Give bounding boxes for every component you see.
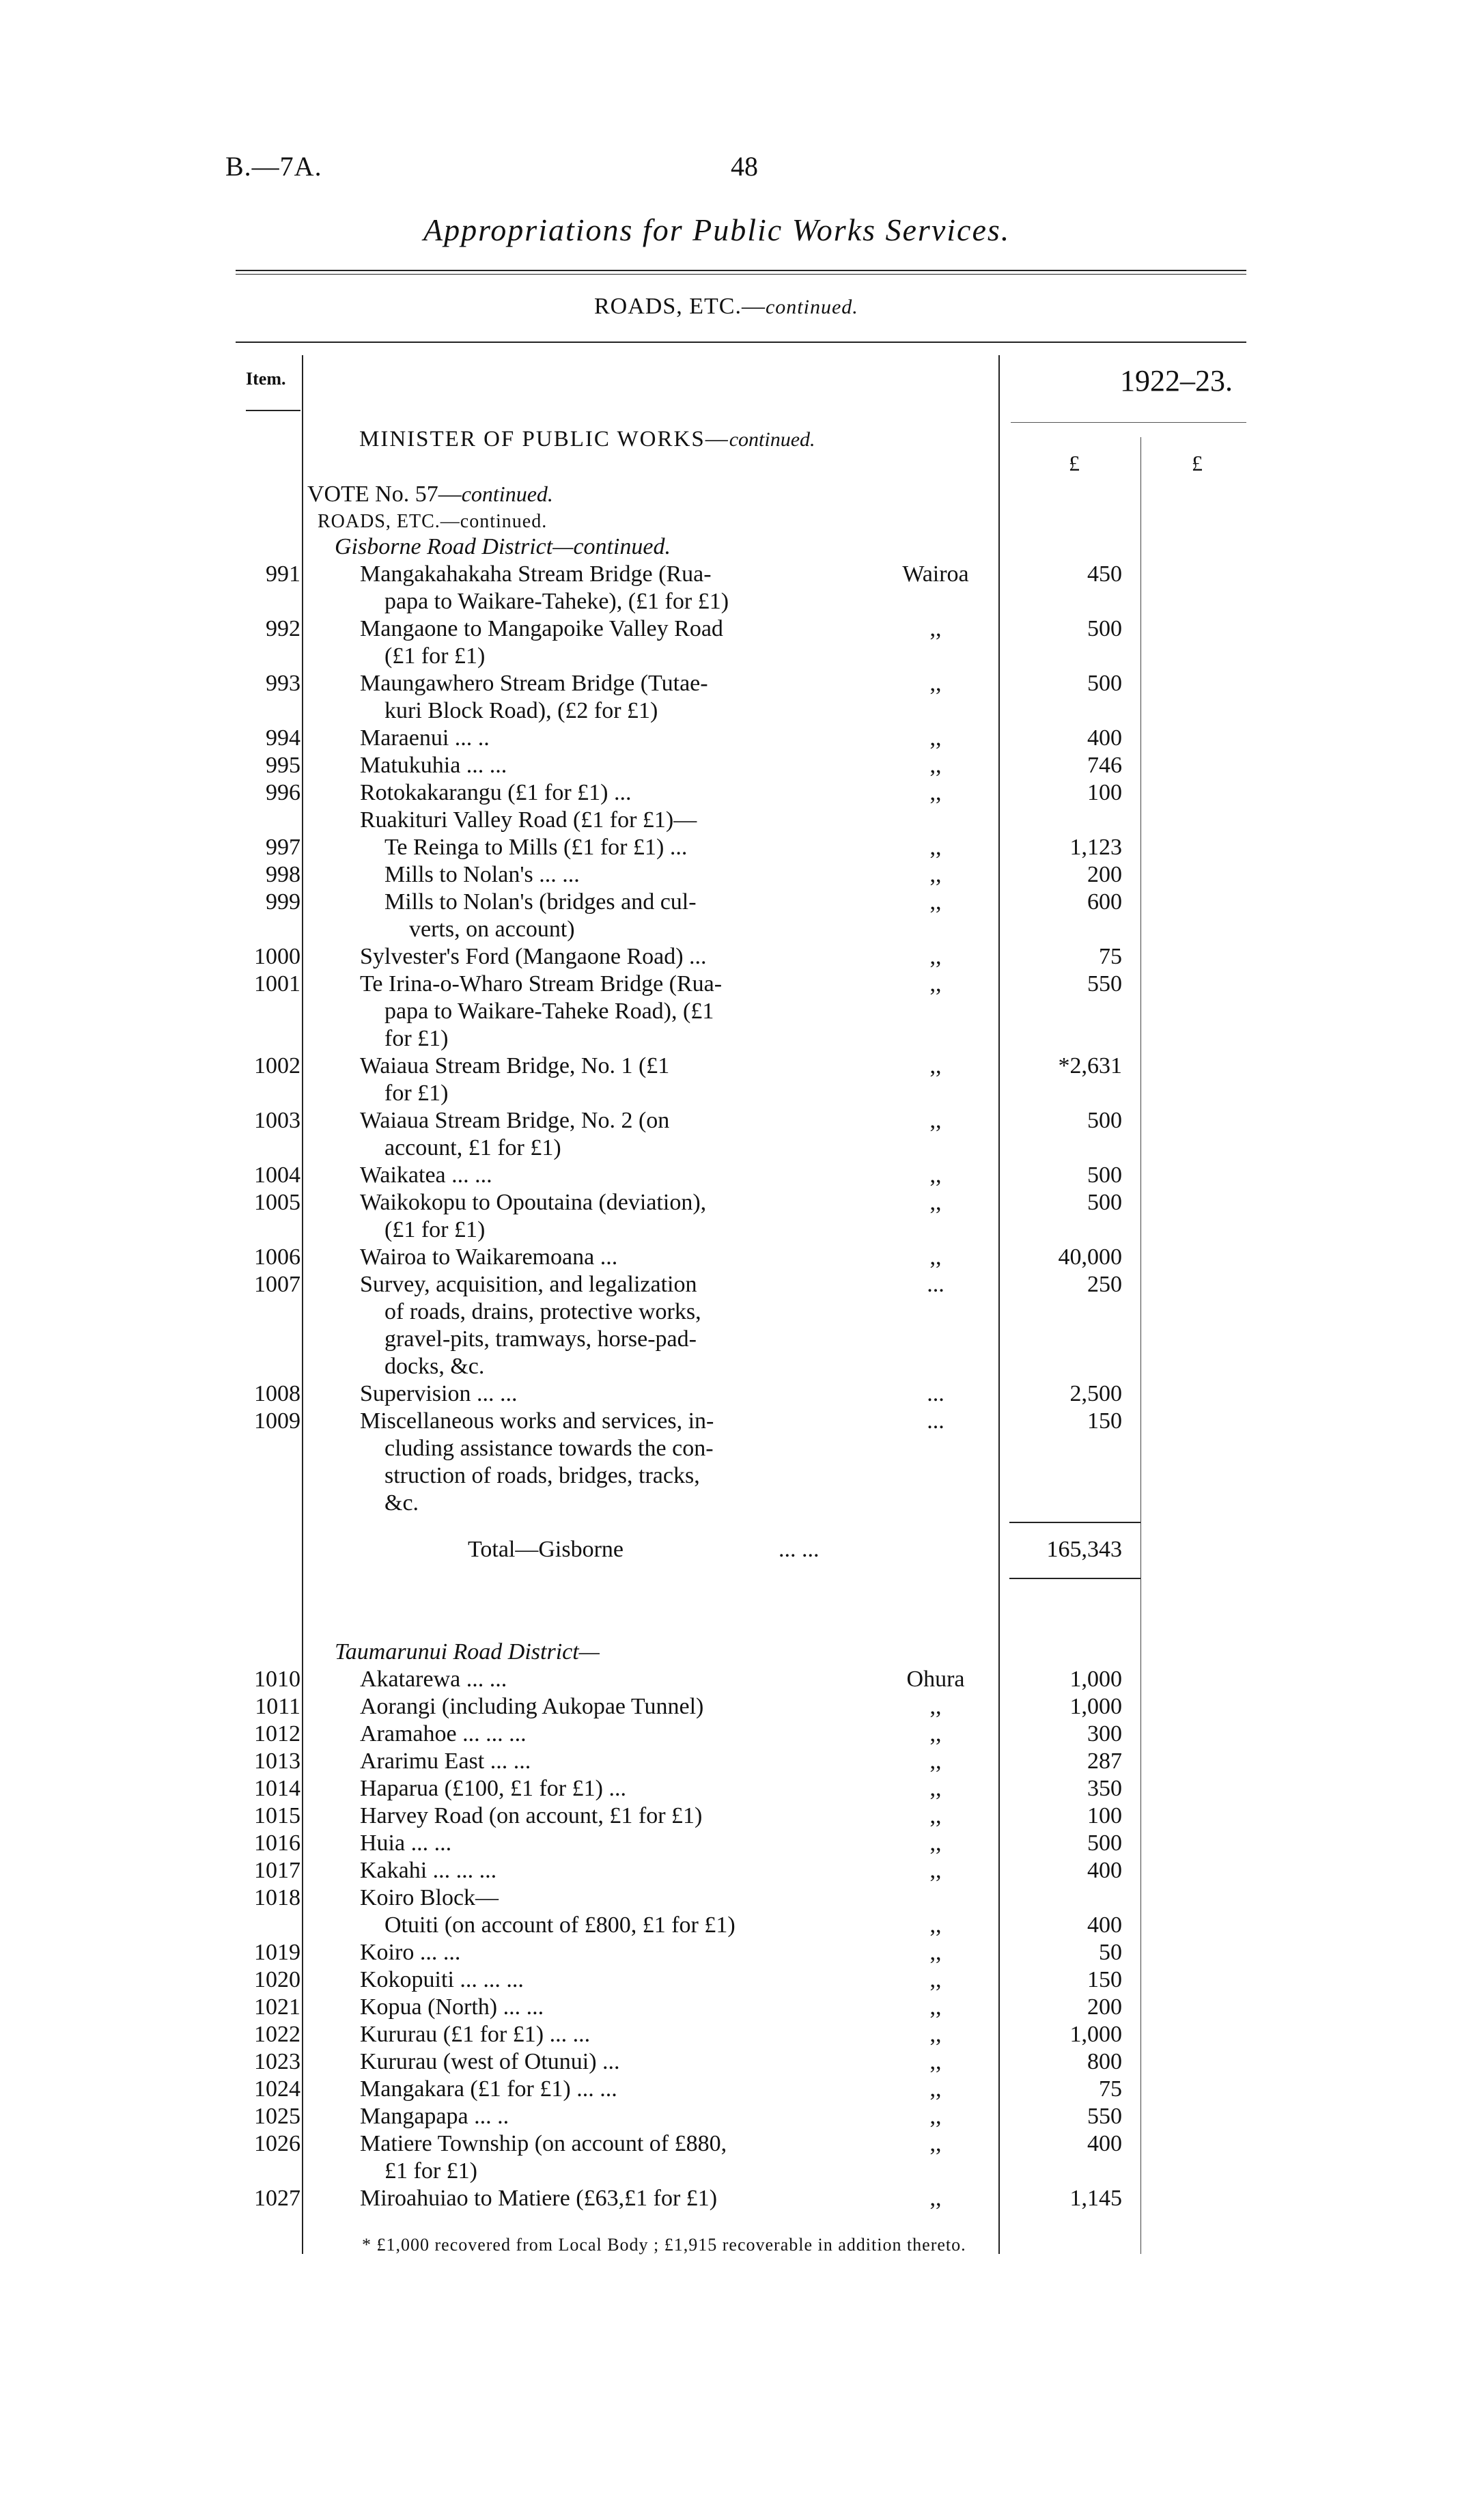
item-amount: 100: [1087, 780, 1122, 805]
item-amount: 50: [1099, 1940, 1122, 1965]
item-location: ,,: [929, 2049, 942, 2074]
item-amount: 400: [1087, 725, 1122, 751]
item-amount: 500: [1087, 1162, 1122, 1188]
item-amount: 500: [1087, 616, 1122, 641]
item-location: ,,: [929, 1694, 942, 1719]
item-amount: 500: [1087, 671, 1122, 696]
item-description-continuation: &c.: [384, 1490, 419, 1516]
item-number: 1012: [254, 1721, 300, 1746]
item-description: Rotokakarangu (£1 for £1) ...: [360, 780, 632, 805]
item-amount: 2,500: [1069, 1381, 1122, 1406]
item-location: ,,: [929, 2076, 942, 2102]
item-number: 993: [266, 671, 300, 696]
item-description: Ararimu East ... ...: [360, 1749, 531, 1774]
item-amount: 1,123: [1069, 835, 1122, 860]
item-location: ,,: [929, 944, 942, 969]
pound-sign-column-1: £: [1069, 451, 1080, 475]
item-number: 1009: [254, 1408, 300, 1434]
item-description: Sylvester's Ford (Mangaone Road) ...: [360, 944, 707, 969]
item-location: ,,: [929, 753, 942, 778]
item-location: ,,: [929, 1940, 942, 1965]
item-number: 996: [266, 780, 300, 805]
item-column-header: Item.: [246, 369, 286, 389]
item-number: 999: [266, 889, 300, 915]
item-location: ,,: [929, 1967, 942, 1992]
item-number: 1023: [254, 2049, 300, 2074]
item-description: Mangakahakaha Stream Bridge (Rua-: [360, 561, 712, 587]
item-description-continuation: cluding assistance towards the con-: [384, 1436, 714, 1461]
total-gisborne-label: Total—Gisborne: [468, 1537, 624, 1562]
item-description: Aorangi (including Aukopae Tunnel): [360, 1694, 704, 1719]
item-number: 994: [266, 725, 300, 751]
item-description-continuation: for £1): [384, 1081, 449, 1106]
item-amount: 150: [1087, 1967, 1122, 1992]
item-location: ,,: [929, 1830, 942, 1856]
item-number: 1026: [254, 2131, 300, 2156]
item-description: Kakahi ... ... ...: [360, 1858, 497, 1883]
item-amount: 400: [1087, 1858, 1122, 1883]
item-number: 991: [266, 561, 300, 587]
item-number: 1025: [254, 2104, 300, 2129]
item-description: Akatarewa ... ...: [360, 1667, 507, 1692]
item-location: ,,: [929, 862, 942, 887]
item-description: Haparua (£100, £1 for £1) ...: [360, 1776, 626, 1801]
page-title: Appropriations for Public Works Services.: [423, 212, 1011, 247]
item-location: ,,: [929, 1858, 942, 1883]
document-reference: B.—7A.: [225, 151, 322, 182]
item-amount: 75: [1099, 2076, 1122, 2102]
item-description: Huia ... ...: [360, 1830, 452, 1856]
item-number: 1013: [254, 1749, 300, 1774]
item-number: 1000: [254, 944, 300, 969]
item-number: 995: [266, 753, 300, 778]
item-description-continuation: £1 for £1): [384, 2158, 477, 2184]
item-number: 1005: [254, 1190, 300, 1215]
item-description-continuation: (£1 for £1): [384, 1217, 486, 1242]
item-description: Koiro Block—: [360, 1885, 499, 1910]
item-number: 1010: [254, 1667, 300, 1692]
item-amount: 250: [1087, 1272, 1122, 1297]
year-head-rule: [1011, 422, 1246, 423]
item-location: ...: [927, 1408, 944, 1434]
item-amount: 350: [1087, 1776, 1122, 1801]
item-description-continuation: papa to Waikare-Taheke Road), (£1: [384, 999, 714, 1024]
item-location: ,,: [929, 1912, 942, 1938]
gisborne-district-heading: Gisborne Road District—continued.: [335, 534, 671, 559]
item-number: 1022: [254, 2022, 300, 2047]
item-description-continuation: (£1 for £1): [384, 643, 486, 669]
item-amount: 800: [1087, 2049, 1122, 2074]
item-description: Koiro ... ...: [360, 1940, 461, 1965]
item-description: Otuiti (on account of £800, £1 for £1): [384, 1912, 736, 1938]
item-description: Matiere Township (on account of £880,: [360, 2131, 727, 2156]
item-amount: 1,145: [1069, 2186, 1122, 2211]
item-amount: 40,000: [1058, 1244, 1122, 1270]
item-description: Te Reinga to Mills (£1 for £1) ...: [384, 835, 688, 860]
item-amount: 200: [1087, 1994, 1122, 2020]
item-number: 1027: [254, 2186, 300, 2211]
item-amount: 450: [1087, 561, 1122, 587]
item-description: Mangaone to Mangapoike Valley Road: [360, 616, 723, 641]
item-amount: 100: [1087, 1803, 1122, 1828]
item-description-continuation: verts, on account): [409, 917, 575, 942]
item-number: 1024: [254, 2076, 300, 2102]
year-column-header: 1922–23.: [1120, 364, 1233, 398]
item-number: 1015: [254, 1803, 300, 1828]
amount-subcolumn-divider: [1140, 437, 1141, 2254]
item-amount: 150: [1087, 1408, 1122, 1434]
total-gisborne-dots: ... ...: [779, 1537, 820, 1562]
subtitle-rule: [236, 342, 1246, 343]
item-location: ,,: [929, 971, 942, 997]
item-location: ,,: [929, 725, 942, 751]
item-amount: 287: [1087, 1749, 1122, 1774]
item-location: ,,: [929, 1244, 942, 1270]
item-description: Matukuhia ... ...: [360, 753, 507, 778]
item-number: 1011: [255, 1694, 300, 1719]
item-description: Aramahoe ... ... ...: [360, 1721, 527, 1746]
item-description: Waikokopu to Opoutaina (deviation),: [360, 1190, 707, 1215]
footnote: * £1,000 recovered from Local Body ; £1,915 recoverable in addition thereto.: [362, 2235, 966, 2255]
item-location: Wairoa: [902, 561, 969, 587]
item-description: Mills to Nolan's (bridges and cul-: [384, 889, 697, 915]
item-location: ,,: [929, 1803, 942, 1828]
item-description: Kokopuiti ... ... ...: [360, 1967, 524, 1992]
item-amount: 600: [1087, 889, 1122, 915]
item-amount: 400: [1087, 2131, 1122, 2156]
item-number: 998: [266, 862, 300, 887]
item-number: 1006: [254, 1244, 300, 1270]
item-column-divider: [302, 355, 303, 2254]
item-description: Te Irina-o-Wharo Stream Bridge (Rua-: [360, 971, 723, 997]
top-rule: [236, 270, 1246, 271]
item-amount: 400: [1087, 1912, 1122, 1938]
item-description-continuation: of roads, drains, protective works,: [384, 1299, 701, 1324]
item-location: ,,: [929, 2186, 942, 2211]
item-description: Mangakara (£1 for £1) ... ...: [360, 2076, 617, 2102]
item-amount: 75: [1099, 944, 1122, 969]
item-amount: 500: [1087, 1830, 1122, 1856]
item-location: Ohura: [906, 1667, 965, 1692]
item-number: 1020: [254, 1967, 300, 1992]
item-location: ...: [927, 1381, 944, 1406]
item-amount: 500: [1087, 1108, 1122, 1133]
item-number: 1003: [254, 1108, 300, 1133]
item-location: ,,: [929, 780, 942, 805]
item-location: ,,: [929, 2131, 942, 2156]
item-location: ,,: [929, 1053, 942, 1078]
item-number: 1014: [254, 1776, 300, 1801]
item-number: 1004: [254, 1162, 300, 1188]
item-description-continuation: kuri Block Road), (£2 for £1): [384, 698, 658, 723]
item-description: Maungawhero Stream Bridge (Tutae-: [360, 671, 708, 696]
item-description-continuation: papa to Waikare-Taheke), (£1 for £1): [384, 589, 729, 614]
item-amount: 200: [1087, 862, 1122, 887]
item-location: ,,: [929, 616, 942, 641]
item-location: ,,: [929, 1776, 942, 1801]
item-description: Survey, acquisition, and legalization: [360, 1272, 697, 1297]
total-rule-bottom: [1009, 1578, 1140, 1579]
item-description: Kururau (west of Otunui) ...: [360, 2049, 620, 2074]
item-description: Waiaua Stream Bridge, No. 1 (£1: [360, 1053, 670, 1078]
item-number: 1019: [254, 1940, 300, 1965]
item-amount: 1,000: [1069, 1694, 1122, 1719]
page-number: 48: [731, 151, 758, 182]
item-location: ,,: [929, 1190, 942, 1215]
item-number: 992: [266, 616, 300, 641]
item-amount: 550: [1087, 971, 1122, 997]
item-description-continuation: account, £1 for £1): [384, 1135, 561, 1160]
item-location: ,,: [929, 889, 942, 915]
item-amount: 500: [1087, 1190, 1122, 1215]
vote-heading: VOTE No. 57—continued.: [307, 482, 553, 507]
item-location: ...: [927, 1272, 944, 1297]
item-number: 1002: [254, 1053, 300, 1078]
top-rule-thin: [236, 274, 1246, 275]
item-description-continuation: docks, &c.: [384, 1354, 485, 1379]
item-location: ,,: [929, 1994, 942, 2020]
item-description: Supervision ... ...: [360, 1381, 518, 1406]
item-location: ,,: [929, 1162, 942, 1188]
item-head-underline: [246, 410, 300, 411]
pound-sign-column-2: £: [1192, 451, 1203, 475]
item-description: Wairoa to Waikaremoana ...: [360, 1244, 618, 1270]
item-description: Harvey Road (on account, £1 for £1): [360, 1803, 703, 1828]
item-number: 1017: [254, 1858, 300, 1883]
ministry-heading: MINISTER OF PUBLIC WORKS—continued.: [359, 427, 815, 451]
item-location: ,,: [929, 1749, 942, 1774]
item-number: 1008: [254, 1381, 300, 1406]
item-location: ,,: [929, 671, 942, 696]
item-location: ,,: [929, 2022, 942, 2047]
roads-subheading: ROADS, ETC.—continued.: [318, 511, 548, 532]
item-description: Miroahuiao to Matiere (£63,£1 for £1): [360, 2186, 718, 2211]
item-description: Maraenui ... ..: [360, 725, 490, 751]
item-number: 1001: [254, 971, 300, 997]
item-description-continuation: gravel-pits, tramways, horse-pad-: [384, 1326, 697, 1352]
total-gisborne-amount: 165,343: [1046, 1537, 1122, 1562]
item-description: Waikatea ... ...: [360, 1162, 492, 1188]
item-number: 1007: [254, 1272, 300, 1297]
item-location: ,,: [929, 1108, 942, 1133]
item-description-continuation: struction of roads, bridges, tracks,: [384, 1463, 700, 1488]
item-amount: *2,631: [1058, 1053, 1122, 1078]
item-description: Miscellaneous works and services, in-: [360, 1408, 714, 1434]
item-number: 1021: [254, 1994, 300, 2020]
item-amount: 300: [1087, 1721, 1122, 1746]
item-description: Ruakituri Valley Road (£1 for £1)—: [360, 807, 697, 833]
item-number: 1018: [254, 1885, 300, 1910]
item-location: ,,: [929, 835, 942, 860]
item-amount: 746: [1087, 753, 1122, 778]
item-number: 1016: [254, 1830, 300, 1856]
item-description: Kururau (£1 for £1) ... ...: [360, 2022, 591, 2047]
item-description: Waiaua Stream Bridge, No. 2 (on: [360, 1108, 670, 1133]
item-number: 997: [266, 835, 300, 860]
item-description: Mills to Nolan's ... ...: [384, 862, 580, 887]
item-description: Mangapapa ... ..: [360, 2104, 509, 2129]
item-amount: 1,000: [1069, 1667, 1122, 1692]
item-amount: 550: [1087, 2104, 1122, 2129]
section-subtitle: ROADS, ETC.—continued.: [594, 294, 858, 319]
item-location: ,,: [929, 1721, 942, 1746]
item-amount: 1,000: [1069, 2022, 1122, 2047]
total-rule-top: [1009, 1522, 1140, 1523]
item-location: ,,: [929, 2104, 942, 2129]
item-description-continuation: for £1): [384, 1026, 449, 1051]
item-description: Kopua (North) ... ...: [360, 1994, 544, 2020]
taumarunui-district-heading: Taumarunui Road District—: [335, 1639, 600, 1665]
